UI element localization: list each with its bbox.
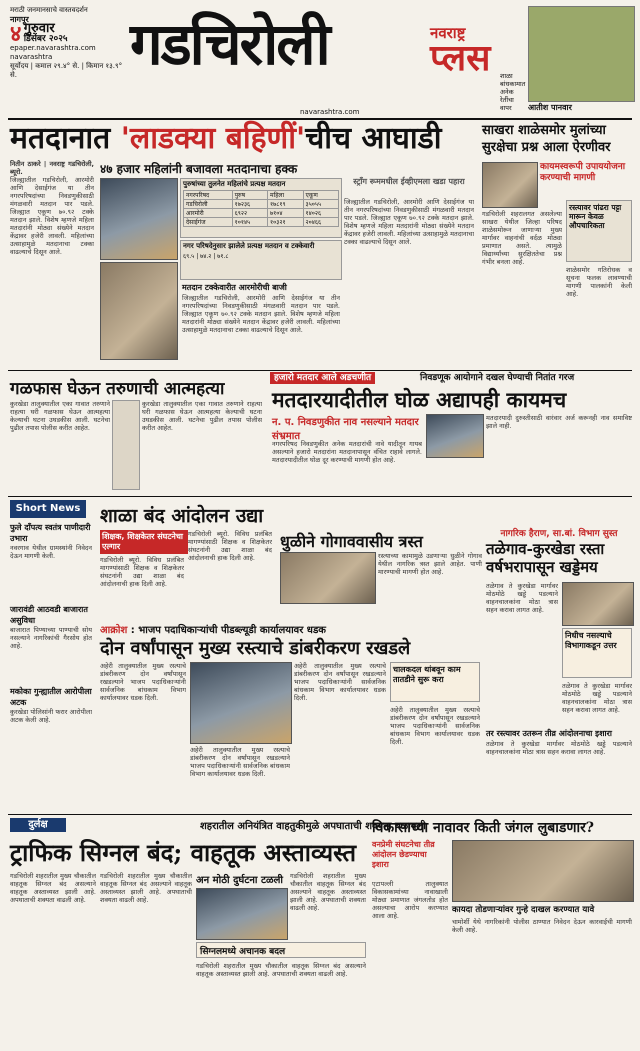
traffic-body-4: गडचिरोली शहरातील मुख्य चौकातील वाहतूक सिग्नल बंद असल्याने वाहतूक अस्ताव्यस्त झाली आहे. अपघाताची शक्यता वाढली आहे. [290,872,366,912]
bjp-box-head: चालकदल थांबवून काम तातडीने सुरू करा [393,665,461,684]
table-cell: देसाईगंज [184,218,233,227]
table-cell: आरमोरी [184,209,233,218]
lead-byline: नितीन ठाकरे | नवराष्ट्र गडचिरोली, ब्यूरो. [10,160,94,176]
short-news-list [10,522,92,768]
short-news-body: नवरगाव येथील ग्रामस्थांनी निवेदन देऊन मागणी केली. [10,544,92,560]
table-cell: १०३२१ [268,218,303,227]
bjp-body-2: अहेरी तालुक्यातील मुख्य रस्त्याचे डांबरीकरण दोन वर्षांपासून रखडल्याने भाजप पदाधिकाऱ्यांनी सार्वजनिक बांधकाम विभाग कार्यालयावर धडक दिली. [190,746,290,778]
newspaper-title: गडचिरोली [130,10,329,78]
suicide-headline: गळफास घेऊन तरुणाची आत्महत्या [10,379,225,399]
traffic-headline: ट्राफिक सिग्नल बंद; वाहतूक अस्ताव्यस्त [10,838,357,867]
day: गुरुवार [23,21,55,36]
short-news-head: मकोका गुन्ह्यातील आरोपीला अटक [10,687,92,707]
bjp-headline: दोन वर्षांपासून मुख्य रस्त्याचे डांबरीकरण रखडले [100,638,411,659]
date-number: ४ [10,21,22,47]
suicide-body: कुरखेडा तालुक्यातील एका गावात तरुणाने राहत्या घरी गळफास घेऊन आत्महत्या केल्याची घटना उघडकीस आली. घटनेचा पुढील तपास पोलीस करीत आहेत. [10,400,110,432]
voterlist-body: नगरपरिषद निवडणुकीत अनेक मतदारांची नावे यादीतून गायब असल्याने हजारो मतदारांना मतदानापासून वंचित राहावे लागले. मतदारयादीतील घोळ दूर करण्याची मागणी होत आहे. [272,440,422,464]
traffic-body-3: गडचिरोली शहरातील मुख्य चौकातील वाहतूक सिग्नल बंद असल्याने वाहतूक अस्ताव्यस्त झाली आहे. अपघाताची शक्यता वाढली आहे. [196,962,366,978]
voterlist-headline: मतदारयादीतील घोळ अद्यापही कायमच [272,387,567,412]
box2-title: नगर परिषदेनुसार झालेले प्रत्यक्ष मतदान व टक्केवारी [183,242,315,250]
right-headline: साखरा शाळेसमोर मुलांच्या सुरक्षेचा प्रश्न आला ऐरणीवर [482,123,611,155]
table-cell: ७१०४ [268,209,303,218]
evm-photo [426,414,484,458]
bjp-kicker: आक्रोश : भाजप पदाधिकाऱ्यांची पीडब्ल्यूडी कार्यालयावर धडक [100,625,326,636]
lead-subhead: ४७ हजार महिलांनी बजावला मतदानाचा हक्क [100,162,298,176]
voters-photo [100,178,178,260]
traffic-photo [196,888,288,940]
traffic-body-2: गडचिरोली शहरातील मुख्य चौकातील वाहतूक सिग्नल बंद असल्याने वाहतूक अस्ताव्यस्त झाली आहे. अपघाताची शक्यता वाढली आहे. [100,872,192,904]
forest-headline: विकासाच्या नावावर किती जंगल लुबाडणार? [372,820,595,836]
lead-headline-pre: मतदानात [10,121,111,156]
teaser-photo [528,6,635,102]
traffic-sub: अन मोठी दुर्घटना टळली [196,875,284,886]
road-box [562,628,632,678]
website: navarashtra.com [300,108,360,116]
right-box [566,200,632,262]
strike-body: गडचिरोली ब्यूरो. विविध प्रलंबित मागण्यांसाठी शिक्षक व शिक्षकेतर संघटनांनी उद्या शाळा बंद आंदोलनाची हाक दिली आहे. [100,556,184,588]
strip1-right: निवडणूक आयोगाने दखल घेण्याची नितांत गरज [420,373,575,383]
road-box-head: निधीच नसल्याचे विभागाकडून उत्तर [565,631,617,650]
bjp-body-4: अहेरी तालुक्यातील मुख्य रस्त्याचे डांबरीकरण दोन वर्षांपासून रखडल्याने भाजप पदाधिकाऱ्यांनी सार्वजनिक बांधकाम विभाग कार्यालयावर धडक दिली. [390,706,480,746]
table-cell: १७२३६ [232,200,267,209]
table-cell: २०४६६ [303,218,338,227]
brand-top: नवराष्ट्र [430,24,466,42]
table-cell: गडचिरोली [184,200,233,209]
road-photo [562,582,634,626]
tagline: मराठी जनमानसाचे वास्तवदर्शन [10,6,88,14]
school-photo [482,162,538,208]
road-tail-head: तर रस्त्यावर उतरून तीव्र आंदोलनाचा इशारा [486,729,612,738]
noose-illustration [112,400,140,490]
table-cell: ६९२२ [232,209,267,218]
right-sub1: कायमस्वरूपी उपाययोजना करण्याची मागणी [540,162,626,183]
pct-armori: ७४.२ [200,253,212,260]
voterlist-sub: न. प. निवडणुकीत नाव नसल्याने मतदार संभ्रमात [272,417,419,442]
dust-photo [280,552,376,604]
th-total: एकूण [303,191,338,200]
th-female: महिला [268,191,303,200]
voting-table-box [180,178,342,238]
divider [8,118,632,120]
bjp-tag: आक्रोश [100,625,128,636]
road-body-3: तळेगाव ते कुरखेडा मार्गावर मोठमोठे खड्डे पडल्याने वाहनचालकांना मोठा त्रास सहन करावा लागत आहे. [486,740,632,756]
voting-table [183,190,339,227]
short-news-head: फुले दाँपत्य स्वतंत्र पाणीदारी उभारा [10,523,91,543]
bjp-box [390,662,480,702]
brand [430,24,491,79]
divider [8,814,632,815]
teaser-text: शाळा बांधकामात अनेक रेतींचा वापर [500,72,526,112]
lead-body-text: जिल्ह्यातील गडचिरोली, आरमोरी आणि देसाईगंज या तीन नगरपरिषदांच्या निवडणुकीसाठी मंगळवारी मतदान पार पडले. जिल्ह्यात एकूण ७०.९२ टक्के मतदान झाले. विशेष म्हणजे महिला मतदारांनी मोठ्या संख्येने मतदान केंद्रावर हजेरी लावली. महिलांच्या उत्साहामुळे मतदानाचा टक्का वाढल्याचे दिसून आले. [10,176,94,256]
road-headline: तळेगाव-कुरखेडा रस्ता वर्षभरापासून खड्डेमय [486,540,605,576]
strike-headline: शाळा बंद आंदोलन उद्या [100,505,264,527]
suicide-body-2: कुरखेडा तालुक्यातील एका गावात तरुणाने राहत्या घरी गळफास घेऊन आत्महत्या केल्याची घटना उघडकीस आली. घटनेचा पुढील तपास पोलीस करीत आहेत. [142,400,262,432]
th-male: पुरुष [232,191,267,200]
traffic-strip: शहरातील अनियंत्रित वाहतुकीमुळे अपघाताची शक्यता बळावली [200,821,426,832]
crime-body: चामोर्शी येथे नागरिकांनी पोलीस ठाण्यात निवेदन देऊन कारवाईची मागणी केली आहे. [452,918,632,934]
village-headline: धुळीने गोगाववासीय त्रस्त [280,532,423,551]
side-body: जिल्ह्यातील गडचिरोली, आरमोरी आणि देसाईगंज या तीन नगरपरिषदांच्या निवडणुकीसाठी मंगळवारी मतदान पार पडले. जिल्ह्यात एकूण ७०.९२ टक्के मतदान झाले. विशेष म्हणजे महिला मतदारांनी मोठ्या संख्येने मतदान केंद्रावर हजेरी लावली. महिलांच्या उत्साहामुळे मतदानाचा टक्का वाढल्याचे दिसून आले. [344,198,474,246]
social-handle[interactable]: navarashtra [10,53,53,61]
lead-body-2: जिल्ह्यातील गडचिरोली, आरमोरी आणि देसाईगंज या तीन नगरपरिषदांच्या निवडणुकीसाठी मंगळवारी मतदान पार पडले. जिल्ह्यात एकूण ७०.९२ टक्के मतदान झाले. विशेष म्हणजे महिला मतदारांनी मोठ्या संख्येने मतदान केंद्रावर हजेरी लावली. महिलांच्या उत्साहामुळे मतदानाचा टक्का वाढल्याचे दिसून आले. [182,294,340,334]
table-cell: १४०२६ [303,209,338,218]
forest-body: एटापल्ली तालुक्यात विकासकामांच्या नावाखाली मोठ्या प्रमाणात जंगलतोड होत असल्याचा आरोप करण्यात आला आहे. [372,880,448,920]
th-council: नगरपरिषद [184,191,233,200]
short-news-head: जारावंडी आठवडी बाजारात असुविधा [10,605,88,625]
box1-title: पुरुषांच्या तुलनेत महिलांचे प्रत्यक्ष मतदान [183,180,286,188]
editor-name: आतीश पानवार [528,103,572,112]
bjp-subject: भाजप पदाधिकाऱ्यांची पीडब्ल्यूडी कार्यालयावर धडक [138,625,326,636]
short-news-body: कुरखेडा पोलिसांनी फरार आरोपीला अटक केली आहे. [10,708,92,724]
bjp-photo [190,662,292,744]
table-cell: ३५०५५ [303,200,338,209]
forest-photo [452,840,634,902]
lead-headline [10,122,442,156]
short-news-body: बाजारात पिण्याच्या पाण्याची सोय नसल्याने नागरिकांची गैरसोय होत आहे. [10,626,92,650]
weather: सूर्योदय | कमाल २९.४° से. | किमान १३.९° से. [10,62,123,79]
traffic-box: सिग्नलमध्ये अचानक बदल [196,942,366,958]
lead-body [10,160,94,372]
strike-sub: शिक्षक, शिक्षकेतर संघटनेचा एल्गार [100,530,188,554]
date-rest: डिसेंबर २०२५ [23,34,68,44]
sub-caption: मतदान टक्केवारीत आरमोरीची बाजी [182,283,287,292]
epaper-link[interactable]: epaper.navarashtra.com [10,44,96,52]
percentage-row: ६९.५ | ७४.२ | ७१.८ [183,253,229,260]
voterlist-quote: मतदारयादी दुरुस्तीसाठी वारंवार अर्ज करूनही नाव समाविष्ट झाले नाही. [486,414,632,430]
brand-bottom: प्लस [430,38,491,79]
crime-headline: कायदा तोडणाऱ्यांवर गुन्हे दाखल करण्यात यावे [452,905,595,915]
strip1-left: हजारो मतदार आले अडचणीत [270,372,375,384]
masthead-left [10,6,130,80]
bjp-body: अहेरी तालुक्यातील मुख्य रस्त्याचे डांबरीकरण दोन वर्षांपासून रखडल्याने भाजप पदाधिकाऱ्यांनी सार्वजनिक बांधकाम विभाग कार्यालयावर धडक दिली. [100,662,186,702]
lead-headline-post: चीच आघाडी [305,121,442,156]
pct-desaiganj: ७१.८ [217,253,229,260]
right-quote: शाळेसमोर गतिरोधक व सूचना फलक लावण्याची मागणी पालकांनी केली आहे. [566,266,632,298]
city: नागपूर [10,15,29,24]
right-body: गडचिरोली शहरालगत असलेल्या साखरा येथील जिल्हा परिषद शाळेसमोरून जाणाऱ्या मुख्य मार्गावर वाहनांची वर्दळ मोठ्या प्रमाणात असते. त्यामुळे विद्यार्थ्यांच्या सुरक्षिततेचा प्रश्न गंभीर बनला आहे. [482,210,562,266]
lead-headline-highlight: 'लाडक्या बहिणीं' [120,121,306,156]
village-body: रस्त्याच्या कामामुळे उडणाऱ्या धुळीने गोगाव येथील नागरिक त्रस्त झाले आहेत. पाणी मारण्याची मागणी होत आहे. [378,552,482,576]
divider [8,496,632,497]
short-news-label: Short News [10,500,86,518]
traffic-tag: दुर्लक्ष [10,818,66,832]
divider [8,370,632,371]
right-box-head: रस्त्यावर पांढरा पट्टा मारून केवळ औपचारिकता [569,203,622,230]
traffic-body: गडचिरोली शहरातील मुख्य चौकातील वाहतूक सिग्नल बंद असल्याने वाहतूक अस्ताव्यस्त झाली आहे. अपघाताची शक्यता वाढली आहे. [10,872,96,904]
side-head: स्ट्राँग रूममधील ईव्हीएमला खडा पहारा [353,177,465,186]
road-body: तळेगाव ते कुरखेडा मार्गावर मोठमोठे खड्डे पडल्याने वाहनचालकांना मोठा त्रास सहन करावा लागत आहे. [486,582,558,614]
road-pre: नागरिक हैराण, सा.बां. विभाग सुस्त [500,529,618,539]
bjp-body-3: अहेरी तालुक्यातील मुख्य रस्त्याचे डांबरीकरण दोन वर्षांपासून रखडल्याने भाजप पदाधिकाऱ्यांनी सार्वजनिक बांधकाम विभाग कार्यालयावर धडक दिली. [294,662,386,702]
table-cell: १७८१९ [268,200,303,209]
queue-photo [100,262,178,360]
percentage-box [180,240,342,280]
forest-sub: वनप्रेमी संघटनेचा तीव्र आंदोलन छेडण्याचा इशारा [372,840,435,869]
table-cell: १०१४५ [232,218,267,227]
road-body-2: तळेगाव ते कुरखेडा मार्गावर मोठमोठे खड्डे पडल्याने वाहनचालकांना मोठा त्रास सहन करावा लागत आहे. [562,682,632,714]
strike-body-2: गडचिरोली ब्यूरो. विविध प्रलंबित मागण्यांसाठी शिक्षक व शिक्षकेतर संघटनांनी उद्या शाळा बंद आंदोलनाची हाक दिली आहे. [188,530,272,562]
pct-gadchiroli: ६९.५ [183,253,195,260]
